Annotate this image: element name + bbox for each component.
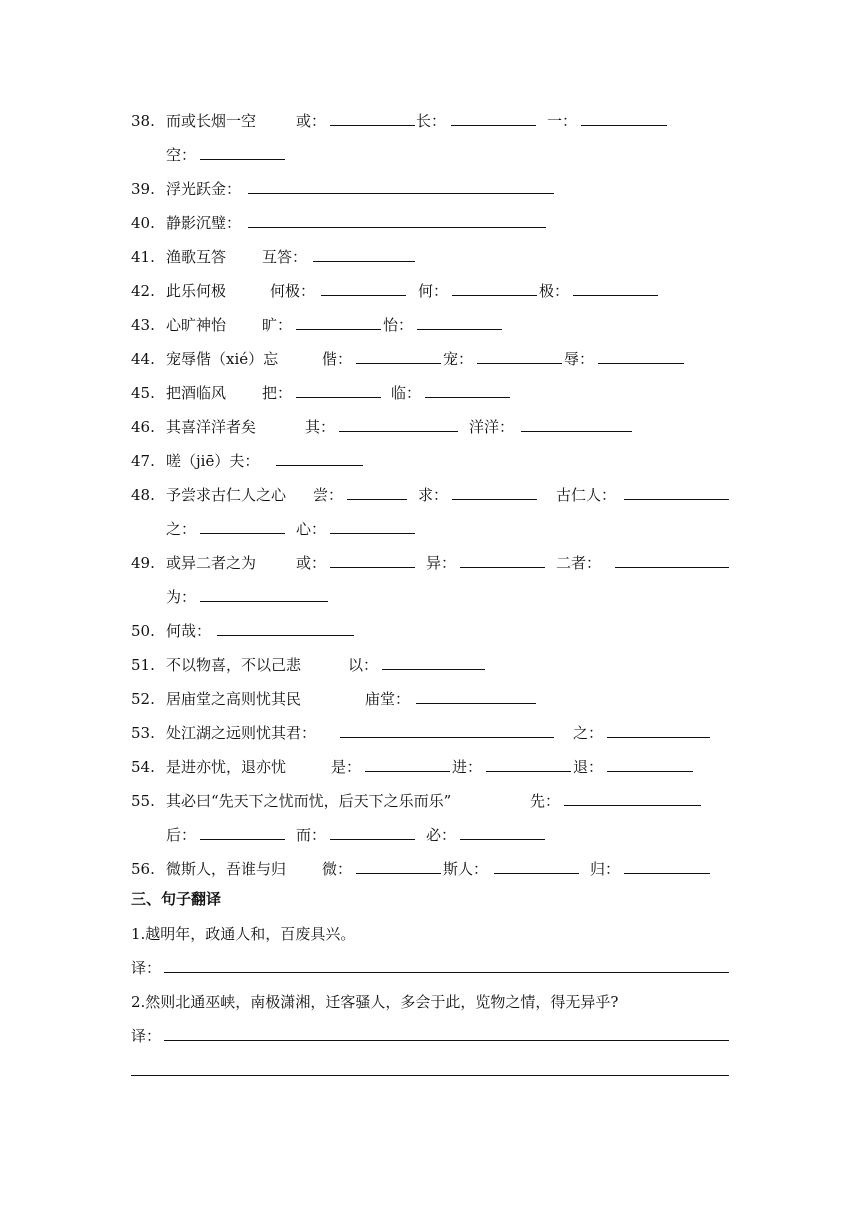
item-number: 42. xyxy=(131,282,155,300)
item-number: 50. xyxy=(131,622,155,640)
item-text: 处江湖之远则忧其君： xyxy=(166,724,317,742)
answer-blank[interactable] xyxy=(296,329,381,330)
item-text: 把酒临风 xyxy=(166,384,227,402)
item-number: 56. xyxy=(131,860,155,878)
answer-blank[interactable] xyxy=(607,771,693,772)
item-number: 43. xyxy=(131,316,155,334)
answer-blank[interactable] xyxy=(340,737,554,738)
blank-label: 异： xyxy=(426,554,457,572)
blank-label: 求： xyxy=(418,486,449,504)
blank-label: 旷： xyxy=(262,316,293,334)
item-text: 心旷神怡 xyxy=(166,316,227,334)
blank-label: 退： xyxy=(573,758,604,776)
item-text: 宠辱偕（xié）忘 xyxy=(166,350,279,368)
answer-blank[interactable] xyxy=(607,737,710,738)
answer-blank[interactable] xyxy=(486,771,571,772)
blank-label: 之： xyxy=(573,724,604,742)
answer-blank[interactable] xyxy=(382,669,485,670)
answer-blank[interactable] xyxy=(460,567,545,568)
answer-blank[interactable] xyxy=(321,295,406,296)
blank-label: 微： xyxy=(322,860,353,878)
answer-blank[interactable] xyxy=(330,567,415,568)
item-text: 而或长烟一空 xyxy=(166,112,257,130)
item-number: 44. xyxy=(131,350,155,368)
answer-blank[interactable] xyxy=(521,431,632,432)
item-text: 居庙堂之高则忧其民 xyxy=(166,690,302,708)
sentence-text: 1.越明年，政通人和，百废具兴。 xyxy=(131,925,356,943)
blank-label: 或： xyxy=(296,554,327,572)
answer-blank[interactable] xyxy=(356,363,441,364)
item-number: 51. xyxy=(131,656,155,674)
blank-label: 为： xyxy=(166,588,197,606)
blank-label: 何： xyxy=(418,282,449,300)
item-text: 其喜洋洋者矣 xyxy=(166,418,257,436)
item-text: 静影沉璧： xyxy=(166,214,242,232)
answer-blank[interactable] xyxy=(452,499,537,500)
blank-label: 先： xyxy=(530,792,561,810)
blank-label: 庙堂： xyxy=(365,690,411,708)
item-text: 是进亦忧，退亦忧 xyxy=(166,758,287,776)
blank-label: 心： xyxy=(296,520,327,538)
item-text: 浮光跃金： xyxy=(166,180,242,198)
answer-blank[interactable] xyxy=(248,227,546,228)
answer-blank[interactable] xyxy=(330,839,415,840)
answer-blank[interactable] xyxy=(477,363,562,364)
item-number: 41. xyxy=(131,248,155,266)
blank-label: 斯人： xyxy=(443,860,489,878)
item-number: 47. xyxy=(131,452,155,470)
answer-blank[interactable] xyxy=(330,125,415,126)
answer-blank[interactable] xyxy=(330,533,415,534)
answer-blank[interactable] xyxy=(347,499,407,500)
translation-blank[interactable] xyxy=(164,1040,729,1041)
blank-label: 以： xyxy=(348,656,379,674)
item-text: 不以物喜，不以己悲 xyxy=(166,656,302,674)
item-text: 此乐何极 xyxy=(166,282,227,300)
sentence-text: 2.然则北通巫峡，南极潇湘，迁客骚人，多会于此，览物之情，得无异乎? xyxy=(131,993,619,1011)
translation-blank-extra[interactable] xyxy=(131,1075,729,1076)
item-text: 或异二者之为 xyxy=(166,554,257,572)
blank-label: 何极： xyxy=(270,282,316,300)
answer-blank[interactable] xyxy=(339,431,458,432)
answer-blank[interactable] xyxy=(425,397,510,398)
blank-label: 尝： xyxy=(313,486,344,504)
item-number: 52. xyxy=(131,690,155,708)
blank-label: 一： xyxy=(547,112,578,130)
translation-blank[interactable] xyxy=(164,972,729,973)
answer-blank[interactable] xyxy=(356,873,441,874)
answer-blank[interactable] xyxy=(573,295,658,296)
answer-blank[interactable] xyxy=(248,193,554,194)
item-number: 39. xyxy=(131,180,155,198)
answer-blank[interactable] xyxy=(200,601,328,602)
blank-label: 后： xyxy=(166,826,197,844)
blank-label: 二者： xyxy=(556,554,602,572)
item-text: 嗟（jiē）夫： xyxy=(166,452,260,470)
item-number: 38. xyxy=(131,112,155,130)
blank-label: 辱： xyxy=(564,350,595,368)
blank-label: 之： xyxy=(166,520,197,538)
section-title: 三、句子翻译 xyxy=(131,890,222,908)
blank-label: 古仁人： xyxy=(556,486,617,504)
answer-blank[interactable] xyxy=(451,125,536,126)
blank-label: 偕： xyxy=(322,350,353,368)
item-number: 55. xyxy=(131,792,155,810)
translate-label: 译： xyxy=(131,959,162,977)
blank-label: 洋洋： xyxy=(469,418,515,436)
blank-label: 必： xyxy=(426,826,457,844)
item-number: 48. xyxy=(131,486,155,504)
item-number: 40. xyxy=(131,214,155,232)
answer-blank[interactable] xyxy=(624,873,710,874)
blank-label: 极： xyxy=(539,282,570,300)
answer-blank[interactable] xyxy=(452,295,537,296)
blank-label: 临： xyxy=(391,384,422,402)
answer-blank[interactable] xyxy=(416,703,536,704)
blank-label: 或： xyxy=(296,112,327,130)
answer-blank[interactable] xyxy=(276,465,363,466)
item-text: 渔歌互答 xyxy=(166,248,227,266)
answer-blank[interactable] xyxy=(217,635,354,636)
blank-label: 怡： xyxy=(383,316,414,334)
item-number: 49. xyxy=(131,554,155,572)
answer-blank[interactable] xyxy=(581,125,667,126)
item-text: 微斯人，吾谁与归 xyxy=(166,860,287,878)
answer-blank[interactable] xyxy=(313,261,415,262)
blank-label: 是： xyxy=(331,758,362,776)
blank-label: 其： xyxy=(305,418,336,436)
answer-blank[interactable] xyxy=(365,771,450,772)
item-text: 予尝求古仁人之心 xyxy=(166,486,287,504)
answer-blank[interactable] xyxy=(564,805,701,806)
answer-blank[interactable] xyxy=(615,567,729,568)
answer-blank[interactable] xyxy=(460,839,545,840)
answer-blank[interactable] xyxy=(598,363,684,364)
item-text: 何哉： xyxy=(166,622,212,640)
blank-label: 空： xyxy=(166,146,197,164)
blank-label: 互答： xyxy=(262,248,308,266)
answer-blank[interactable] xyxy=(200,839,285,840)
answer-blank[interactable] xyxy=(417,329,502,330)
answer-blank[interactable] xyxy=(200,533,285,534)
item-number: 53. xyxy=(131,724,155,742)
blank-label: 进： xyxy=(452,758,483,776)
blank-label: 长： xyxy=(416,112,447,130)
translate-label: 译： xyxy=(131,1027,162,1045)
answer-blank[interactable] xyxy=(200,159,285,160)
answer-blank[interactable] xyxy=(494,873,579,874)
blank-label: 归： xyxy=(590,860,621,878)
answer-blank[interactable] xyxy=(296,397,381,398)
item-number: 54. xyxy=(131,758,155,776)
item-text: 其必曰“先天下之忧而忧，后天下之乐而乐” xyxy=(166,792,452,810)
blank-label: 把： xyxy=(262,384,293,402)
item-number: 45. xyxy=(131,384,155,402)
blank-label: 而： xyxy=(296,826,327,844)
answer-blank[interactable] xyxy=(624,499,729,500)
item-number: 46. xyxy=(131,418,155,436)
blank-label: 宠： xyxy=(443,350,474,368)
